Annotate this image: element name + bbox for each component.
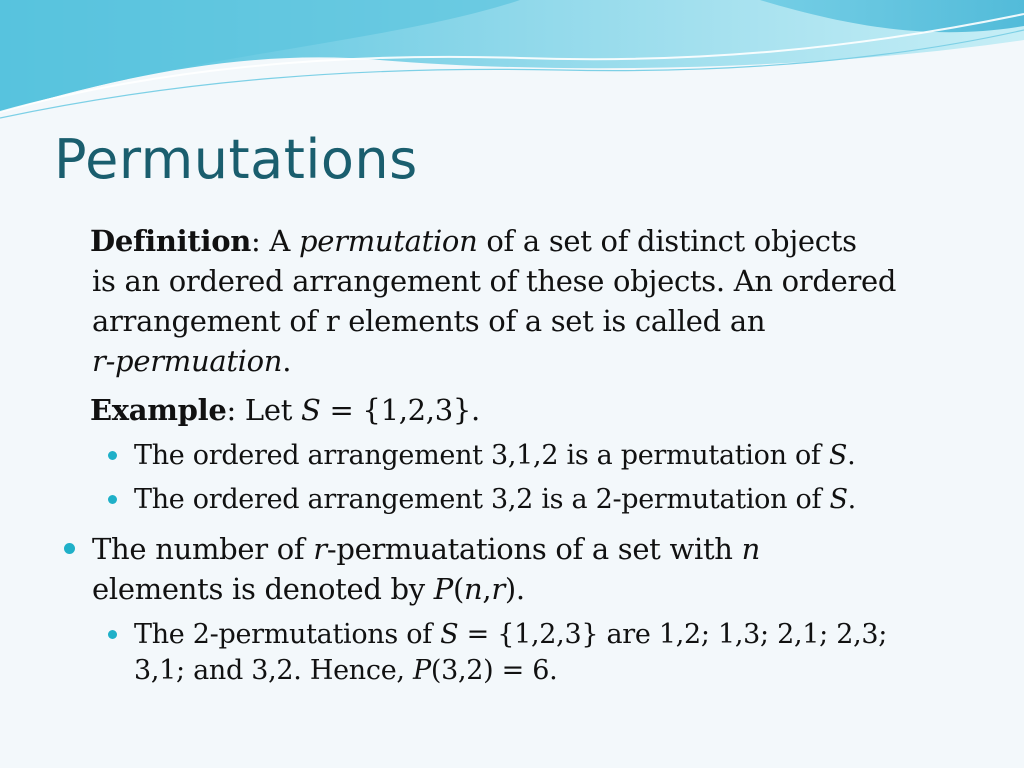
definition-line-1: Definition: A permutation of a set of distinct objects — [90, 224, 857, 258]
example-line: Example: Let S = {1,2,3}. — [90, 393, 480, 427]
definition-label: Definition — [90, 224, 252, 258]
example-label: Example — [90, 393, 227, 427]
bullet-dot — [64, 543, 75, 554]
bullet-dot — [108, 495, 117, 504]
r-permutation-term: r-permuation — [92, 344, 283, 378]
notation-line-2: elements is denoted by P(n,r). — [92, 572, 525, 606]
notation-sub-line-2: 3,1; and 3,2. Hence, P(3,2) = 6. — [134, 655, 558, 686]
example-bullet-2: The ordered arrangement 3,2 is a 2-permutation of S. — [134, 484, 856, 515]
bullet-dot — [108, 451, 117, 460]
example-bullet-1: The ordered arrangement 3,1,2 is a permutation of S. — [134, 440, 856, 471]
page-title: Permutations — [54, 128, 418, 191]
bullet-dot — [108, 630, 117, 639]
header-wave-decoration — [0, 0, 1024, 130]
notation-line-1: The number of r-permuatations of a set with n — [92, 532, 760, 566]
definition-line-3: arrangement of r elements of a set is called an — [92, 304, 766, 338]
definition-line-2: is an ordered arrangement of these objects. An ordered — [92, 264, 897, 298]
definition-line-4: r-permuation. — [92, 344, 292, 378]
notation-sub-line-1: The 2-permutations of S = {1,2,3} are 1,2; 1,3; 2,1; 2,3; — [134, 619, 888, 650]
permutation-term: permutation — [299, 224, 478, 258]
